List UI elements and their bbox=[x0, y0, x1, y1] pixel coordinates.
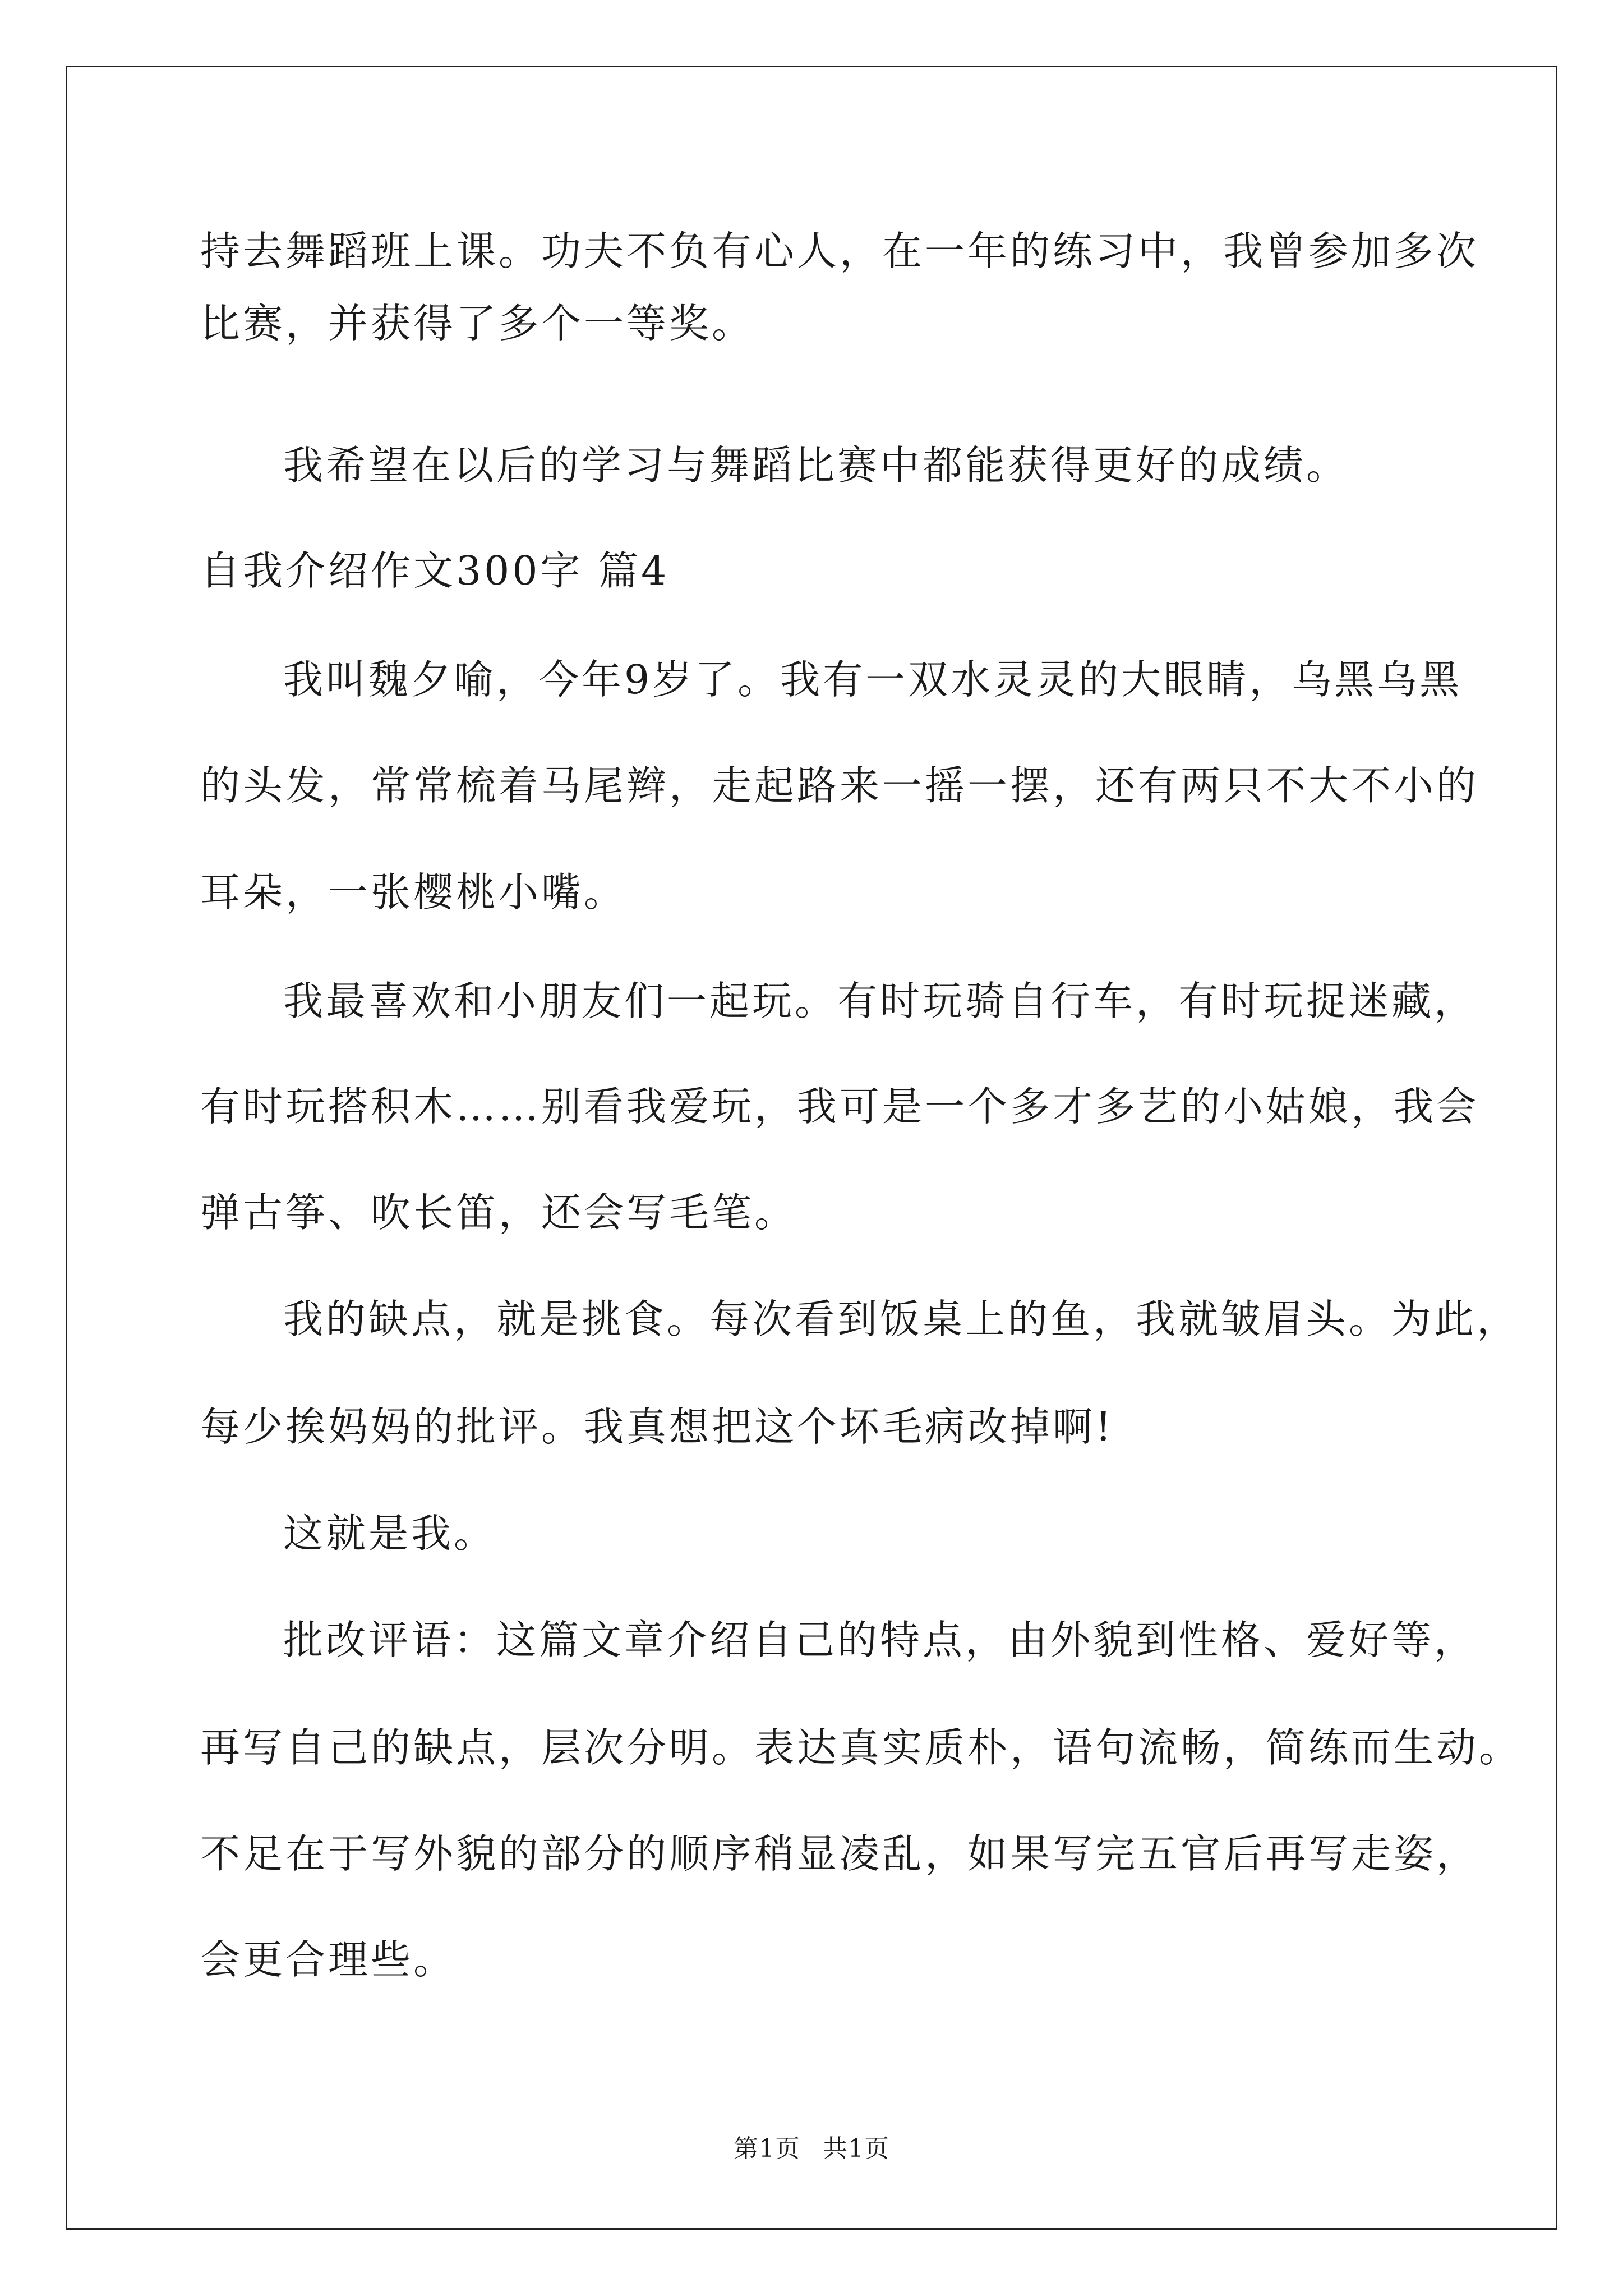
page-border bbox=[66, 66, 1557, 2230]
paragraph-line: 我叫魏夕喻，今年9岁了。我有一双水灵灵的大眼睛，乌黑乌黑 bbox=[283, 656, 1463, 703]
paragraph-line: 有时玩搭积木……别看我爱玩，我可是一个多才多艺的小姑娘，我会 bbox=[200, 1083, 1479, 1130]
page-total: 共1页 bbox=[823, 2134, 889, 2163]
page-footer bbox=[0, 2132, 1623, 2166]
paragraph-line: 不足在于写外貌的部分的顺序稍显凌乱，如果写完五官后再写走姿， bbox=[200, 1830, 1479, 1877]
paragraph-line: 的头发，常常梳着马尾辫，走起路来一摇一摆，还有两只不大不小的 bbox=[200, 762, 1479, 809]
paragraph-line: 我最喜欢和小朋友们一起玩。有时玩骑自行车，有时玩捉迷藏， bbox=[283, 978, 1477, 1024]
paragraph-line: 再写自己的缺点，层次分明。表达真实质朴，语句流畅，简练而生动。 bbox=[200, 1724, 1522, 1771]
paragraph-line: 批改评语：这篇文章介绍自己的特点，由外貌到性格、爱好等， bbox=[283, 1617, 1477, 1663]
paragraph-line: 每少挨妈妈的批评。我真想把这个坏毛病改掉啊! bbox=[200, 1404, 1114, 1450]
paragraph-line: 这就是我。 bbox=[283, 1510, 497, 1557]
paragraph-line: 比赛，并获得了多个一等奖。 bbox=[200, 300, 755, 347]
section-heading: 自我介绍作文300字 篇4 bbox=[200, 547, 670, 594]
paragraph-line: 我希望在以后的学习与舞蹈比赛中都能获得更好的成绩。 bbox=[283, 442, 1349, 489]
paragraph-line: 弹古筝、吹长笛，还会写毛笔。 bbox=[200, 1189, 797, 1236]
paragraph-line: 会更合理些。 bbox=[200, 1936, 457, 1983]
page-number: 第1页 bbox=[734, 2134, 800, 2163]
paragraph-line: 持去舞蹈班上课。功夫不负有心人，在一年的练习中，我曾参加多次 bbox=[200, 228, 1479, 274]
paragraph-line: 耳朵，一张樱桃小嘴。 bbox=[200, 869, 627, 915]
paragraph-line: 我的缺点，就是挑食。每次看到饭桌上的鱼，我就皱眉头。为此， bbox=[283, 1296, 1520, 1342]
